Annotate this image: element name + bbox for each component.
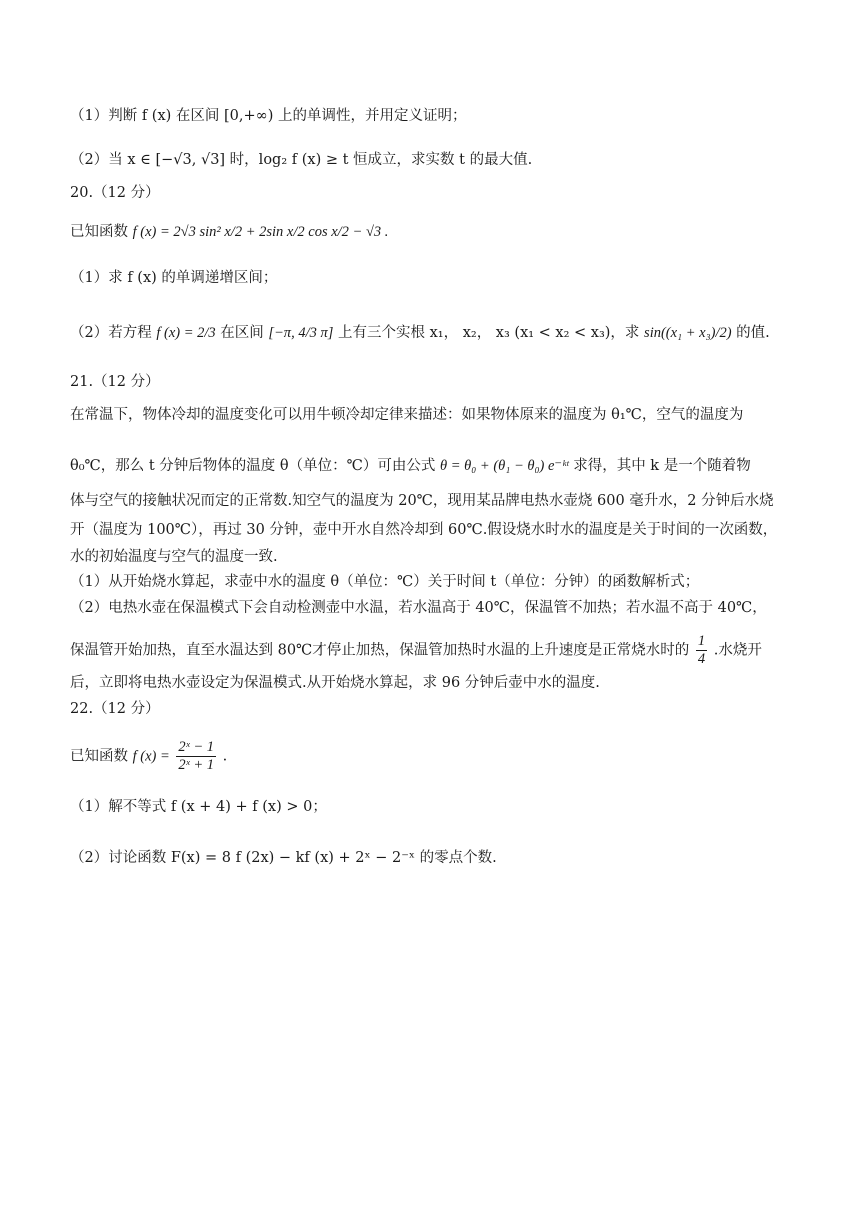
q20-part2-suffix: 的值.: [736, 325, 770, 341]
q20-part2-prefix: （2）若方程: [70, 325, 152, 341]
q21-part1: （1）从开始烧水算起，求壶中水的温度 θ（单位：℃）关于时间 t（单位：分钟）的函数解析式；: [70, 574, 700, 590]
q22-function-lhs: f (x) =: [132, 748, 170, 765]
q21-part2-line2-b: .水烧开: [713, 642, 762, 659]
q22-function-end: .: [222, 748, 228, 765]
q21-quarter-fraction: [696, 633, 707, 668]
q21-line1: 在常温下，物体冷却的温度变化可以用牛顿冷却定律来描述：如果物体原来的温度为 θ₁℃，空气的温度为: [70, 407, 744, 423]
q22-part1: （1）解不等式 f (x + 4) + f (x) > 0；: [70, 799, 327, 815]
q20-part2-mid: 在区间: [220, 325, 264, 341]
fraction-denominator: 2ˣ + 1: [178, 757, 215, 773]
q21-line2: [70, 456, 751, 476]
q20-part2-equation: f (x) = 2/3: [156, 325, 216, 341]
q21-line5: 水的初始温度与空气的温度一致.: [70, 549, 278, 565]
fraction-numerator: 1: [697, 633, 706, 649]
q21-line3: 体与空气的接触状况而定的正常数.知空气的温度为 20℃，现用某品牌电热水壶烧 600 毫升水，2 分钟后水烧: [70, 493, 774, 509]
q20-part2-roots: 上有三个实根 x₁， x₂， x₃ (x₁ < x₂ < x₃)，求: [338, 325, 640, 341]
q20-header: 20.（12 分）: [70, 185, 160, 201]
fraction-denominator: 4: [697, 651, 706, 667]
q20-part2-interval: [−π, 4/3 π]: [268, 325, 334, 341]
q19-part1: （1）判断 f (x) 在区间 [0,+∞) 上的单调性，并用定义证明；: [70, 108, 467, 124]
q21-part2-line1: （2）电热水壶在保温模式下会自动检测壶中水温，若水温高于 40℃，保温管不加热；若水温不高于 40℃，: [70, 600, 767, 616]
q21-line2-a: θ₀℃，那么 t 分钟后物体的温度 θ（单位：℃）可由公式: [70, 458, 436, 474]
q20-function: f (x) = 2√3 sin² x/2 + 2sin x/2 cos x/2 − √3 .: [132, 224, 389, 240]
q19-part2: （2）当 x ∈ [−√3, √3] 时，log₂ f (x) ≥ t 恒成立，求实数 t 的最大值.: [70, 152, 533, 168]
q20-intro: [70, 222, 388, 242]
q22-intro-prefix: 已知函数: [70, 748, 128, 765]
q22-part2: （2）讨论函数 F(x) = 8 f (2x) − kf (x) + 2ˣ − 2⁻ˣ 的零点个数.: [70, 850, 497, 866]
q21-cooling-formula: θ = θ₀ + (θ₁ − θ₀) e⁻ᵏᵗ: [439, 458, 569, 474]
q21-part2-line3: 后，立即将电热水壶设定为保温模式.从开始烧水算起，求 96 分钟后壶中水的温度.: [70, 675, 600, 691]
q20-part1: （1）求 f (x) 的单调递增区间；: [70, 270, 278, 286]
fraction-numerator: 2ˣ − 1: [178, 739, 215, 755]
q22-intro: [70, 739, 227, 774]
q21-line4: 开（温度为 100℃），再过 30 分钟，壶中开水自然冷却到 60℃.假设烧水时水的温度是关于时间的一次函数，: [70, 522, 778, 538]
q21-line2-b: 求得，其中 k 是一个随着物: [573, 458, 751, 474]
q22-header: 22.（12 分）: [70, 701, 160, 717]
q20-part2: [70, 323, 770, 343]
q20-intro-prefix: 已知函数: [70, 224, 128, 240]
q20-part2-target: sin((x₁ + x₃)/2): [644, 325, 732, 341]
q21-header: 21.（12 分）: [70, 374, 160, 390]
q22-function-fraction: [176, 739, 216, 774]
q21-part2-line2: [70, 633, 762, 668]
q21-part2-line2-a: 保温管开始加热，直至水温达到 80℃才停止加热，保温管加热时水温的上升速度是正常烧水时的: [70, 642, 690, 659]
